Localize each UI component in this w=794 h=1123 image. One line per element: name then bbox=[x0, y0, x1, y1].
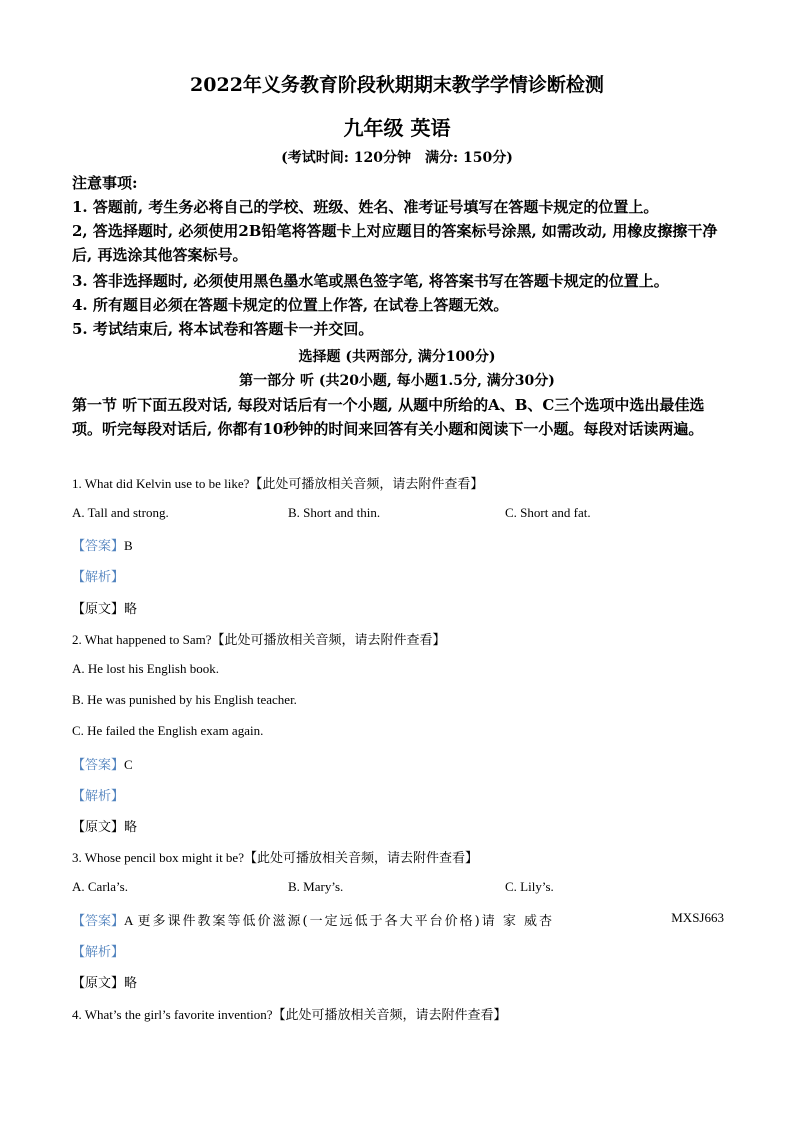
exam-subtitle: 九年级 英语 bbox=[343, 116, 451, 140]
answer-value: C bbox=[124, 757, 133, 772]
notice-heading: 注意事项: bbox=[72, 174, 138, 192]
notice-item: 4. 所有题目必须在答题卡规定的位置上作答, 在试卷上答题无效。 bbox=[72, 296, 509, 314]
original-value: 略 bbox=[124, 820, 138, 835]
analysis-label: 【解析】 bbox=[72, 789, 125, 804]
promo-code: MXSJ663 bbox=[671, 910, 724, 925]
notice-item: 1. 答题前, 考生务必将自己的学校、班级、姓名、准考证号填写在答题卡规定的位置上。 bbox=[72, 198, 659, 216]
option-a: A. Carla’s. bbox=[72, 879, 128, 894]
original-line bbox=[72, 816, 137, 835]
answer-line bbox=[72, 910, 724, 929]
question-text: 3. Whose pencil box might it be?【此处可播放相关音频，请去附件查看】 bbox=[72, 850, 478, 865]
question-text: 2. What happened to Sam?【此处可播放相关音频，请去附件查看】 bbox=[72, 632, 446, 647]
original-value: 略 bbox=[124, 976, 138, 991]
option-b: B. Short and thin. bbox=[288, 505, 381, 520]
answer-value: B bbox=[124, 538, 133, 553]
analysis-line bbox=[72, 941, 124, 960]
answer-label: 【答案】 bbox=[72, 539, 125, 554]
original-value: 略 bbox=[124, 602, 138, 617]
option-a: A. Tall and strong. bbox=[72, 505, 169, 520]
original-line bbox=[72, 598, 137, 617]
option-b: B. He was punished by his English teacher. bbox=[72, 692, 297, 707]
option-c: C. Short and fat. bbox=[505, 505, 591, 520]
analysis-label: 【解析】 bbox=[72, 570, 125, 585]
notice-item: 2, 答选择题时, 必须使用2B铅笔将答题卡上对应题目的答案标号涂黑, 如需改动, 用橡皮擦擦干净后, 再选涂其他答案标号。 bbox=[72, 222, 718, 264]
analysis-label: 【解析】 bbox=[72, 945, 125, 960]
option-c: C. Lily’s. bbox=[505, 879, 554, 894]
original-label: 【原文】 bbox=[72, 602, 125, 617]
original-label: 【原文】 bbox=[72, 976, 125, 991]
analysis-line bbox=[72, 785, 124, 804]
answer-line bbox=[72, 535, 133, 554]
choice-section-heading: 选择题 (共两部分, 满分100分) bbox=[298, 349, 496, 365]
analysis-line bbox=[72, 566, 124, 585]
option-b: B. Mary’s. bbox=[288, 879, 344, 894]
notice-item: 3. 答非选择题时, 必须使用黑色墨水笔或黑色签字笔, 将答案书写在答题卡规定的位置上。 bbox=[72, 272, 669, 290]
option-a: A. He lost his English book. bbox=[72, 661, 219, 676]
original-label: 【原文】 bbox=[72, 820, 125, 835]
exam-title: 2022年义务教育阶段秋期期末教学学情诊断检测 bbox=[190, 74, 604, 96]
section-instructions: 第一节 听下面五段对话, 每段对话后有一个小题, 从题中所给的A、B、C三个选项中选出最佳选项。听完每段对话后, 你都有10秒钟的时间来回答有关小题和阅读下一小题。每段对话读两遍。 bbox=[72, 396, 705, 438]
question-text: 1. What did Kelvin use to be like?【此处可播放相关音频，请去附件查看】 bbox=[72, 476, 484, 491]
answer-label: 【答案】 bbox=[72, 758, 125, 773]
promo-text: 更多课件教案等低价滋源(一定远低于各大平台价格)请 家 威杏 bbox=[137, 914, 554, 929]
answer-label: 【答案】 bbox=[72, 914, 125, 929]
question-text: 4. What’s the girl’s favorite invention?【此处可播放相关音频，请去附件查看】 bbox=[72, 1007, 507, 1022]
option-c: C. He failed the English exam again. bbox=[72, 723, 264, 738]
answer-value: A bbox=[124, 913, 134, 928]
notice-item: 5. 考试结束后, 将本试卷和答题卡一并交回。 bbox=[72, 320, 374, 338]
exam-time-score: (考试时间: 120分钟 满分: 150分) bbox=[281, 150, 513, 166]
original-line bbox=[72, 972, 137, 991]
listening-part-heading: 第一部分 听 (共20小题, 每小题1.5分, 满分30分) bbox=[239, 373, 555, 389]
answer-line bbox=[72, 754, 133, 773]
